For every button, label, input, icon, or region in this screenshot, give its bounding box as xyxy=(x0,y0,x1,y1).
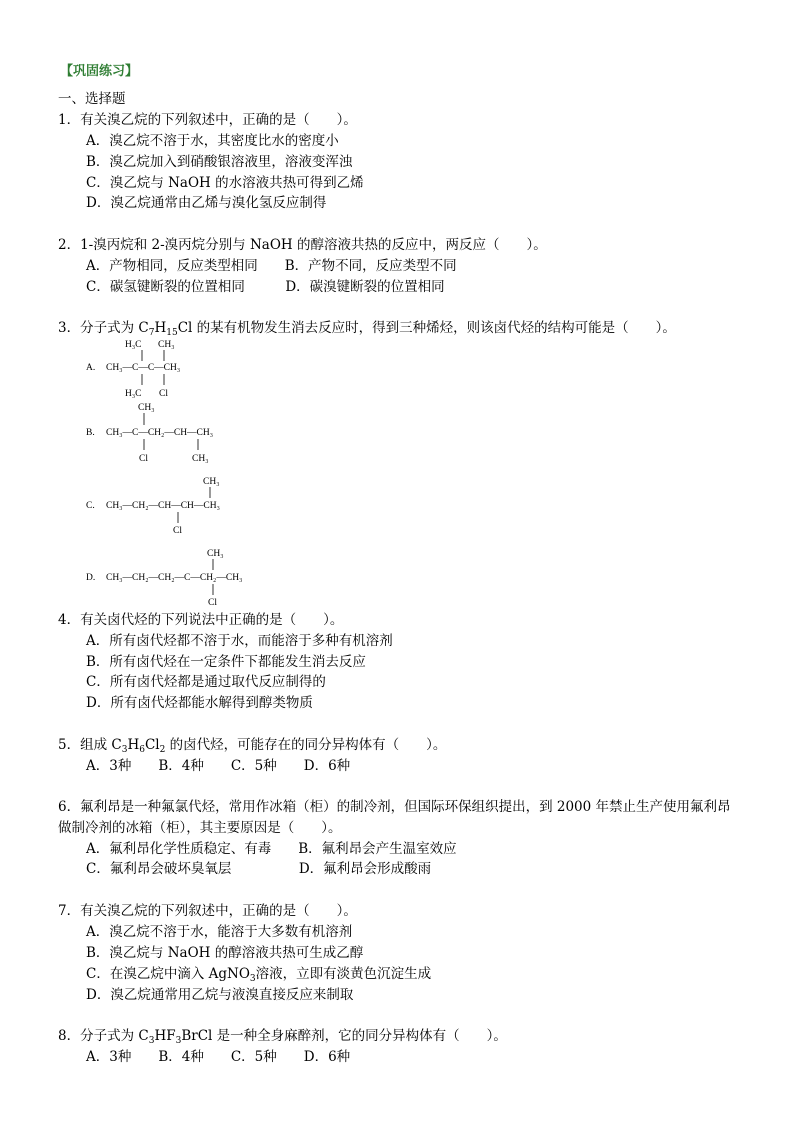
q7-option-c: C．在溴乙烷中滴入 AgNO$_3$溶液，立即有淡黄色沉淀生成 xyxy=(86,966,432,984)
svg-text:CH₃: CH₃ xyxy=(192,454,209,464)
q4-option-a: A．所有卤代烃都不溶于水，而能溶于多种有机溶剂 xyxy=(86,633,393,649)
svg-text:CH₃—CH₂—CH—CH—CH₃: CH₃—CH₂—CH—CH—CH₃ xyxy=(106,501,220,511)
svg-text:D.: D. xyxy=(86,573,96,583)
q7-stem: 7．有关溴乙烷的下列叙述中，正确的是（ ）。 xyxy=(58,903,357,919)
svg-text:CH₃—C—CH₂—CH—CH₃: CH₃—C—CH₂—CH—CH₃ xyxy=(106,428,214,438)
svg-text:CH₃: CH₃ xyxy=(138,403,155,413)
svg-text:Cl: Cl xyxy=(139,454,148,464)
q2-options-ab: A．产物相同，反应类型相同 B．产物不同，反应类型不同 xyxy=(86,258,457,274)
q3-structure-d xyxy=(80,543,320,609)
q3-structure-c xyxy=(80,471,300,537)
svg-text:CH₃: CH₃ xyxy=(207,549,224,559)
q6-stem-line1: 6．氟利昂是一种氟氯代烃，常用作冰箱（柜）的制冷剂，但国际环保组织提出，到 2000 年禁止生产使用氟利昂 xyxy=(58,799,731,815)
q4-option-d: D．所有卤代烃都能水解得到醇类物质 xyxy=(86,695,313,711)
svg-text:CH₃—CH₂—CH₂—C—CH₂—CH₃: CH₃—CH₂—CH₂—C—CH₂—CH₃ xyxy=(106,573,243,583)
svg-text:A.: A. xyxy=(86,363,96,373)
section-title: 【巩固练习】 xyxy=(60,64,139,79)
q2-options-cd: C．碳氢键断裂的位置相同 D．碳溴键断裂的位置相同 xyxy=(86,279,445,295)
q7-option-a: A．溴乙烷不溶于水，能溶于大多数有机溶剂 xyxy=(86,924,353,940)
svg-text:CH₃: CH₃ xyxy=(203,477,220,487)
svg-text:H₃C: H₃C xyxy=(125,389,142,399)
svg-text:CH₃—C—C—CH₃: CH₃—C—C—CH₃ xyxy=(106,363,181,373)
q8-stem: 8．分子式为 $C_3HF_3BrCl$ 是一种全身麻醉剂，它的同分异构体有（ ）。 xyxy=(58,1028,507,1046)
q2-stem: 2．1-溴丙烷和 2-溴丙烷分别与 NaOH 的醇溶液共热的反应中，两反应（ ）。 xyxy=(58,237,547,253)
svg-text:Cl: Cl xyxy=(208,598,217,608)
q7-option-d: D．溴乙烷通常用乙烷与液溴直接反应来制取 xyxy=(86,987,354,1003)
q5-options: A．3种 B．4种 C．5种 D．6种 xyxy=(86,758,351,774)
q3-structure-b xyxy=(80,400,300,464)
q6-options-cd: C．氟利昂会破坏臭氧层 D．氟利昂会形成酸雨 xyxy=(86,861,432,877)
q4-option-c: C．所有卤代烃都是通过取代反应制得的 xyxy=(86,674,326,690)
svg-text:CH₃: CH₃ xyxy=(158,340,175,350)
q1-option-a: A．溴乙烷不溶于水，其密度比水的密度小 xyxy=(86,133,339,149)
svg-text:B.: B. xyxy=(86,428,95,438)
q6-stem-line2: 做制冷剂的冰箱（柜），其主要原因是（ ）。 xyxy=(58,820,342,836)
q3-structure-a xyxy=(80,337,280,403)
svg-text:Cl: Cl xyxy=(159,389,168,399)
q4-stem: 4．有关卤代烃的下列说法中正确的是（ ）。 xyxy=(58,612,344,628)
q1-stem: 1．有关溴乙烷的下列叙述中，正确的是（ ）。 xyxy=(58,112,357,128)
q3-stem: 3．分子式为 $C_7H_{15}Cl$ 的某有机物发生消去反应时，得到三种烯烃，则该卤代烃的结构可能是（ ）。 xyxy=(58,320,676,338)
q5-stem: 5．组成 $C_3H_6Cl_2$ 的卤代烃，可能存在的同分异构体有（ ）。 xyxy=(58,737,447,755)
q1-option-c: C．溴乙烷与 NaOH 的水溶液共热可得到乙烯 xyxy=(86,175,364,191)
svg-text:H₃C: H₃C xyxy=(125,340,142,350)
svg-text:C.: C. xyxy=(86,501,95,511)
q6-options-ab: A．氟利昂化学性质稳定、有毒 B．氟利昂会产生温室效应 xyxy=(86,841,457,857)
q4-option-b: B．所有卤代烃在一定条件下都能发生消去反应 xyxy=(86,654,366,670)
svg-text:Cl: Cl xyxy=(173,526,182,536)
q1-option-b: B．溴乙烷加入到硝酸银溶液里，溶液变浑浊 xyxy=(86,154,353,170)
part-title: 一、选择题 xyxy=(58,91,126,107)
q1-option-d: D．溴乙烷通常由乙烯与溴化氢反应制得 xyxy=(86,195,327,211)
q8-options: A．3种 B．4种 C．5种 D．6种 xyxy=(86,1049,351,1065)
q7-option-b: B．溴乙烷与 NaOH 的醇溶液共热可生成乙醇 xyxy=(86,945,364,961)
